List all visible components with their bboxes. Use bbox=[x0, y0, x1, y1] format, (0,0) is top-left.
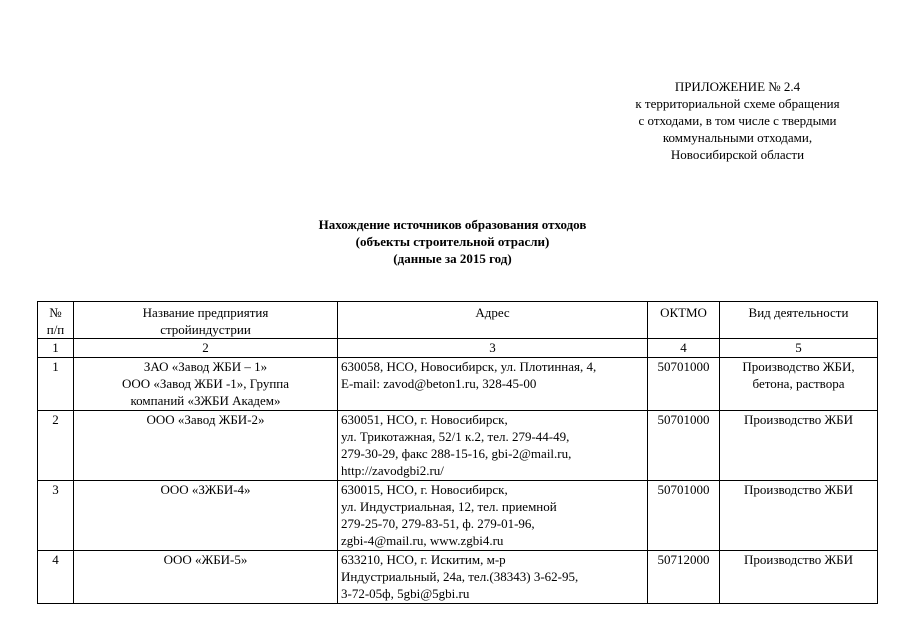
appendix-line: коммунальными отходами, bbox=[662, 130, 813, 145]
title-line: (данные за 2015 год) bbox=[393, 251, 512, 266]
title-line: (объекты строительной отрасли) bbox=[355, 234, 550, 249]
header-num: № п/п bbox=[38, 302, 74, 339]
cell-num: 2 bbox=[38, 411, 74, 481]
cell-num: 1 bbox=[38, 358, 74, 411]
column-number: 4 bbox=[648, 339, 720, 358]
cell-name: ООО «Завод ЖБИ-2» bbox=[74, 411, 338, 481]
appendix-line: с отходами, в том числе с твердыми bbox=[638, 113, 837, 128]
cell-activity: Производство ЖБИ bbox=[720, 481, 878, 551]
document-title bbox=[0, 216, 905, 267]
cell-activity: Производство ЖБИ bbox=[720, 411, 878, 481]
cell-address: 630015, НСО, г. Новосибирск, ул. Индустриальная, 12, тел. приемной 279-25-70, 279-83-51, ф. 279-01-96, zgbi-4@mail.ru, www.zgbi4.ru bbox=[338, 481, 648, 551]
cell-name: ООО «ЗЖБИ-4» bbox=[74, 481, 338, 551]
title-line: Нахождение источников образования отходов bbox=[318, 217, 587, 232]
header-address: Адрес bbox=[338, 302, 648, 339]
appendix-line: Новосибирской области bbox=[670, 147, 805, 162]
table-row bbox=[38, 411, 878, 481]
cell-name: ООО «ЖБИ-5» bbox=[74, 551, 338, 604]
column-number: 2 bbox=[74, 339, 338, 358]
appendix-line: ПРИЛОЖЕНИЕ № 2.4 bbox=[674, 79, 801, 94]
cell-name: ЗАО «Завод ЖБИ – 1» ООО «Завод ЖБИ -1», Группа компаний «ЗЖБИ Академ» bbox=[74, 358, 338, 411]
column-number: 1 bbox=[38, 339, 74, 358]
appendix-header bbox=[600, 78, 875, 163]
cell-address: 630051, НСО, г. Новосибирск, ул. Трикотажная, 52/1 к.2, тел. 279-44-49, 279-30-29, факс 288-15-16, gbi-2@mail.ru, http://zavodgbi2.ru/ bbox=[338, 411, 648, 481]
cell-num: 3 bbox=[38, 481, 74, 551]
appendix-line: к территориальной схеме обращения bbox=[635, 96, 840, 111]
cell-activity: Производство ЖБИ, бетона, раствора bbox=[720, 358, 878, 411]
cell-oktmo: 50701000 bbox=[648, 481, 720, 551]
header-oktmo: ОКТМО bbox=[648, 302, 720, 339]
table-row bbox=[38, 551, 878, 604]
cell-oktmo: 50712000 bbox=[648, 551, 720, 604]
table-row bbox=[38, 481, 878, 551]
column-number-row bbox=[38, 339, 878, 358]
cell-address: 633210, НСО, г. Искитим, м-р Индустриальный, 24а, тел.(38343) 3-62-95, 3-72-05ф, 5gbi@5gbi.ru bbox=[338, 551, 648, 604]
column-number: 5 bbox=[720, 339, 878, 358]
header-activity: Вид деятельности bbox=[720, 302, 878, 339]
table-header-row bbox=[38, 302, 878, 339]
table-row bbox=[38, 358, 878, 411]
cell-oktmo: 50701000 bbox=[648, 358, 720, 411]
cell-activity: Производство ЖБИ bbox=[720, 551, 878, 604]
column-number: 3 bbox=[338, 339, 648, 358]
cell-oktmo: 50701000 bbox=[648, 411, 720, 481]
cell-num: 4 bbox=[38, 551, 74, 604]
header-name: Название предприятия стройиндустрии bbox=[74, 302, 338, 339]
enterprises-table bbox=[37, 301, 878, 604]
cell-address: 630058, НСО, Новосибирск, ул. Плотинная, 4, E-mail: zavod@beton1.ru, 328-45-00 bbox=[338, 358, 648, 411]
